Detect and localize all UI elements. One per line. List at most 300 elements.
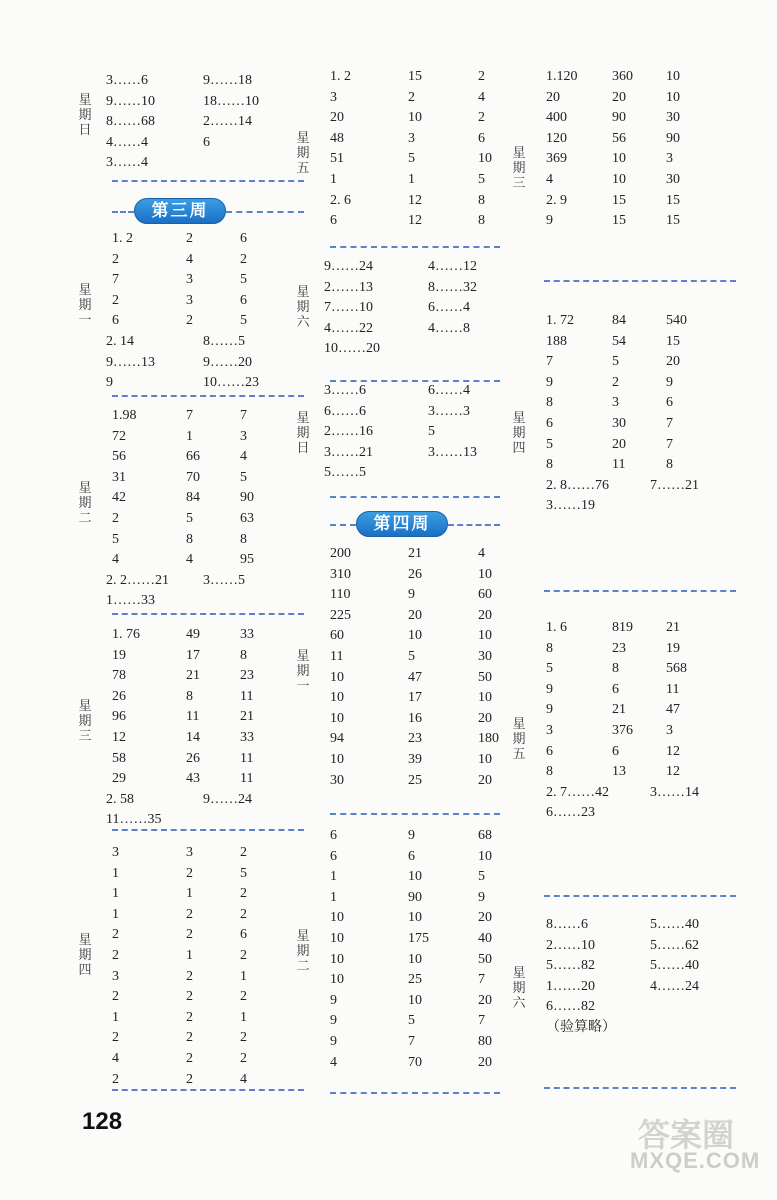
answer-cell: 84 bbox=[612, 313, 626, 328]
answer-cell: 5 bbox=[546, 661, 553, 677]
answer-cell: 3……19 bbox=[546, 498, 595, 514]
answer-cell: 3……21 bbox=[324, 444, 373, 460]
answer-cell: 5 bbox=[478, 869, 485, 885]
answer-cell: 20 bbox=[408, 607, 422, 623]
answer-cell: 3……3 bbox=[428, 403, 470, 419]
answer-cell: 2……13 bbox=[324, 279, 373, 295]
answer-cell: 1 bbox=[240, 968, 247, 984]
answer-cell: 6……4 bbox=[428, 300, 470, 316]
answer-cell: 4 bbox=[112, 552, 119, 568]
answer-cell: 7 bbox=[112, 272, 119, 288]
answer-cell: 3 bbox=[240, 428, 247, 444]
answer-cell: 11 bbox=[186, 709, 200, 725]
answer-cell: 2 bbox=[186, 1071, 193, 1087]
day-label: 星期三 bbox=[512, 145, 526, 190]
answer-cell: 63 bbox=[240, 511, 254, 526]
answer-cell: 8 bbox=[240, 531, 247, 547]
answer-cell: 1 bbox=[186, 886, 193, 902]
day-label: 星期二 bbox=[296, 928, 310, 973]
answer-cell: 10 bbox=[330, 690, 344, 706]
answer-cell: 95 bbox=[240, 552, 254, 568]
answer-cell: 25 bbox=[408, 972, 422, 988]
dashed-divider bbox=[112, 395, 304, 397]
answer-cell: 3 bbox=[330, 89, 337, 105]
answer-cell: 5 bbox=[186, 511, 193, 526]
dashed-divider bbox=[330, 496, 500, 498]
answer-cell: 4……8 bbox=[428, 320, 470, 336]
answer-cell: 310 bbox=[330, 566, 351, 582]
answer-cell: 30 bbox=[330, 772, 344, 788]
answer-cell: 7 bbox=[546, 354, 553, 370]
answer-cell: 1 bbox=[408, 172, 415, 187]
answer-cell: 175 bbox=[408, 931, 429, 946]
answer-cell: 31 bbox=[112, 469, 126, 485]
answer-cell: 8……32 bbox=[428, 279, 477, 295]
dashed-divider bbox=[330, 246, 500, 248]
answer-cell: 5 bbox=[612, 354, 619, 370]
answer-cell: 60 bbox=[330, 628, 344, 644]
answer-cell: 10 bbox=[330, 931, 344, 946]
answer-cell: 2 bbox=[240, 1051, 247, 1066]
answer-cell: 20 bbox=[478, 1054, 492, 1070]
answer-cell: 43 bbox=[186, 771, 200, 787]
answer-cell: 10 bbox=[612, 172, 626, 187]
dashed-divider bbox=[112, 180, 304, 182]
answer-cell: 72 bbox=[112, 428, 126, 444]
answer-cell: 5 bbox=[408, 649, 415, 664]
answer-cell: 5……82 bbox=[546, 958, 595, 974]
answer-cell: 5 bbox=[408, 151, 415, 167]
answer-cell: 68 bbox=[478, 828, 492, 843]
answer-cell: 2 bbox=[112, 1071, 119, 1087]
answer-cell: 3……6 bbox=[324, 383, 366, 398]
answer-cell: 47 bbox=[666, 702, 680, 718]
answer-cell: 20 bbox=[612, 436, 626, 452]
answer-cell: 2 bbox=[408, 89, 415, 105]
answer-cell: 20 bbox=[478, 772, 492, 788]
answer-cell: 6……82 bbox=[546, 999, 595, 1015]
answer-cell: 60 bbox=[478, 587, 492, 603]
answer-cell: 1. 76 bbox=[112, 627, 140, 642]
dashed-divider bbox=[112, 829, 304, 831]
answer-cell: 400 bbox=[546, 110, 567, 126]
answer-cell: 17 bbox=[408, 690, 422, 706]
answer-cell: 1.98 bbox=[112, 408, 137, 423]
answer-cell: 9 bbox=[330, 1034, 337, 1049]
answer-cell: 10 bbox=[330, 951, 344, 967]
answer-cell: 10 bbox=[408, 869, 422, 885]
answer-cell: 20 bbox=[546, 89, 560, 105]
answer-cell: 7……21 bbox=[650, 477, 699, 493]
answer-cell: 3 bbox=[112, 968, 119, 984]
answer-cell: 2……14 bbox=[203, 114, 252, 130]
answer-cell: 120 bbox=[546, 130, 567, 146]
watermark-text: MXQE.COM bbox=[630, 1148, 761, 1173]
answer-cell: 2. 7……42 bbox=[546, 784, 609, 800]
answer-cell: 9……24 bbox=[324, 259, 373, 274]
answer-cell: 10……23 bbox=[203, 375, 259, 391]
answer-cell: 16 bbox=[408, 710, 422, 726]
week-title: 第三周 bbox=[151, 201, 209, 220]
answer-cell: 1.120 bbox=[546, 69, 578, 84]
answer-cell: 12 bbox=[666, 743, 680, 759]
answer-cell: 12 bbox=[112, 730, 126, 745]
answer-cell: 96 bbox=[112, 709, 126, 725]
answer-cell: 20 bbox=[612, 89, 626, 105]
answer-cell: 9……13 bbox=[106, 354, 155, 370]
answer-cell: 10……20 bbox=[324, 341, 380, 357]
answer-cell: 2 bbox=[186, 1051, 193, 1066]
answer-cell: 2 bbox=[186, 313, 193, 329]
answer-cell: 9 bbox=[666, 374, 673, 390]
answer-cell: 2 bbox=[186, 927, 193, 943]
dashed-divider bbox=[544, 590, 736, 592]
answer-cell: 10 bbox=[478, 628, 492, 644]
answer-cell: 7 bbox=[478, 1013, 485, 1029]
answer-cell: 23 bbox=[408, 731, 422, 747]
week-divider-left bbox=[330, 524, 356, 526]
answer-cell: 2. 9 bbox=[546, 192, 567, 208]
answer-cell: 1. 2 bbox=[330, 69, 351, 84]
answer-cell: 3 bbox=[612, 395, 619, 411]
answer-cell: 9 bbox=[408, 587, 415, 603]
answer-cell: 1 bbox=[112, 865, 119, 881]
answer-cell: 4 bbox=[330, 1054, 337, 1070]
answer-cell: 1 bbox=[330, 889, 337, 905]
answer-cell: 6 bbox=[330, 828, 337, 843]
answer-cell: 40 bbox=[478, 931, 492, 946]
dashed-divider bbox=[544, 895, 736, 897]
answer-cell: 3 bbox=[666, 723, 673, 738]
answer-cell: 19 bbox=[112, 647, 126, 663]
answer-cell: 26 bbox=[186, 750, 200, 766]
answer-cell: 26 bbox=[408, 566, 422, 582]
answer-cell: 10 bbox=[478, 566, 492, 582]
answer-cell: 2 bbox=[478, 69, 485, 84]
answer-cell: 11 bbox=[240, 771, 254, 787]
answer-cell: 9……18 bbox=[203, 73, 252, 88]
answer-cell: 1 bbox=[186, 428, 193, 444]
answer-cell: 15 bbox=[666, 213, 680, 229]
answer-cell: 6 bbox=[478, 130, 485, 146]
answer-cell: 12 bbox=[666, 764, 680, 780]
answer-cell: 2 bbox=[240, 845, 247, 860]
answer-cell: 8 bbox=[612, 661, 619, 677]
answer-cell: 5……62 bbox=[650, 937, 699, 953]
answer-cell: 90 bbox=[240, 490, 254, 506]
answer-cell: 20 bbox=[478, 992, 492, 1008]
answer-cell: 8……5 bbox=[203, 334, 245, 349]
answer-cell: 15 bbox=[666, 333, 680, 349]
answer-cell: 6 bbox=[546, 416, 553, 431]
answer-cell: 11 bbox=[612, 457, 626, 473]
answer-cell: 80 bbox=[478, 1034, 492, 1049]
answer-cell: 50 bbox=[478, 951, 492, 967]
answer-cell: 15 bbox=[408, 69, 422, 84]
answer-cell: 10 bbox=[408, 110, 422, 126]
answer-cell: 3 bbox=[186, 845, 193, 860]
answer-cell: 2 bbox=[112, 292, 119, 308]
answer-cell: 2 bbox=[186, 1009, 193, 1025]
answer-cell: 9 bbox=[478, 889, 485, 905]
answer-cell: 10 bbox=[408, 951, 422, 967]
answer-cell: 3……13 bbox=[428, 444, 477, 460]
answer-cell: 18……10 bbox=[203, 93, 259, 109]
answer-cell: 8 bbox=[546, 457, 553, 473]
answer-cell: 3 bbox=[546, 723, 553, 738]
answer-cell: 11 bbox=[330, 649, 344, 664]
answer-cell: 8 bbox=[546, 395, 553, 411]
answer-cell: 49 bbox=[186, 627, 200, 642]
day-label: 星期日 bbox=[296, 410, 310, 455]
answer-cell: 2 bbox=[112, 251, 119, 267]
watermark-cn: 答案圈 bbox=[638, 1117, 735, 1153]
answer-cell: 9……20 bbox=[203, 354, 252, 370]
answer-cell: 21 bbox=[240, 709, 254, 725]
answer-cell: 9 bbox=[106, 375, 113, 391]
answer-cell: 4……12 bbox=[428, 259, 477, 274]
answer-cell: 6……23 bbox=[546, 805, 595, 821]
answer-cell: 7 bbox=[666, 416, 673, 431]
answer-cell: 11……35 bbox=[106, 812, 162, 828]
answer-cell: 4……24 bbox=[650, 978, 699, 994]
answer-cell: 3 bbox=[186, 272, 193, 288]
answer-cell: 2. 58 bbox=[106, 791, 134, 807]
answer-cell: 23 bbox=[612, 640, 626, 656]
answer-cell: 8 bbox=[546, 640, 553, 656]
answer-cell: 369 bbox=[546, 151, 567, 167]
answer-cell: 2……16 bbox=[324, 424, 373, 440]
answer-cell: 13 bbox=[612, 764, 626, 780]
answer-cell: 10 bbox=[478, 848, 492, 864]
answer-cell: 9……10 bbox=[106, 93, 155, 109]
answer-cell: 21 bbox=[408, 546, 422, 561]
answer-cell: 6 bbox=[203, 134, 210, 150]
answer-cell: 2 bbox=[112, 1030, 119, 1046]
answer-cell: 5 bbox=[240, 313, 247, 329]
answer-cell: 20 bbox=[666, 354, 680, 370]
answer-cell: 9 bbox=[546, 681, 553, 697]
answer-cell: 4 bbox=[186, 552, 193, 568]
answer-cell: 4 bbox=[478, 546, 485, 561]
answer-cell: 5 bbox=[408, 1013, 415, 1029]
answer-cell: 2 bbox=[612, 374, 619, 390]
answer-cell: 21 bbox=[612, 702, 626, 718]
answer-cell: 30 bbox=[666, 110, 680, 126]
answer-cell: 2 bbox=[186, 231, 193, 246]
answer-cell: 10 bbox=[478, 690, 492, 706]
answer-cell: 9 bbox=[546, 374, 553, 390]
day-label: 星期二 bbox=[78, 480, 92, 525]
answer-cell: 8 bbox=[546, 764, 553, 780]
answer-cell: 8 bbox=[186, 688, 193, 704]
answer-cell: 2 bbox=[112, 948, 119, 963]
answer-cell: 5 bbox=[546, 436, 553, 452]
answer-cell: 1……33 bbox=[106, 593, 155, 609]
answer-cell: 9 bbox=[546, 213, 553, 229]
day-label: 星期五 bbox=[512, 716, 526, 761]
week-divider-right bbox=[448, 524, 500, 526]
answer-cell: 1 bbox=[112, 886, 119, 902]
answer-cell: 1 bbox=[240, 1009, 247, 1025]
answer-cell: 6……6 bbox=[324, 403, 366, 419]
answer-cell: 8……6 bbox=[546, 917, 588, 932]
answer-cell: 2 bbox=[112, 989, 119, 1005]
answer-cell: 94 bbox=[330, 731, 344, 747]
answer-cell: 2 bbox=[186, 906, 193, 922]
answer-cell: 5……40 bbox=[650, 958, 699, 974]
answer-cell: 5 bbox=[240, 865, 247, 881]
answer-cell: 51 bbox=[330, 151, 344, 167]
answer-cell: 4 bbox=[478, 89, 485, 105]
answer-cell: 5 bbox=[112, 531, 119, 547]
answer-cell: 6 bbox=[612, 681, 619, 697]
answer-cell: 2……10 bbox=[546, 937, 595, 953]
answer-cell: 9……24 bbox=[203, 791, 252, 807]
answer-cell: 15 bbox=[666, 192, 680, 208]
answer-cell: 1 bbox=[186, 948, 193, 963]
answer-cell: 6……4 bbox=[428, 383, 470, 398]
answer-cell: 1……20 bbox=[546, 978, 595, 994]
answer-cell: 11 bbox=[666, 681, 680, 697]
answer-cell: 3 bbox=[408, 130, 415, 146]
answer-cell: 2 bbox=[478, 110, 485, 126]
page-number: 128 bbox=[82, 1108, 123, 1135]
answer-cell: 4 bbox=[546, 172, 553, 187]
answer-cell: 30 bbox=[478, 649, 492, 664]
answer-cell: 9 bbox=[546, 702, 553, 718]
answer-cell: 30 bbox=[612, 416, 626, 431]
answer-cell: 6 bbox=[240, 292, 247, 308]
answer-cell: 56 bbox=[612, 130, 626, 146]
answer-cell: 29 bbox=[112, 771, 126, 787]
answer-cell: 7 bbox=[408, 1034, 415, 1049]
dashed-divider bbox=[330, 1092, 500, 1094]
answer-cell: 9 bbox=[408, 828, 415, 843]
answer-cell: 2 bbox=[112, 927, 119, 943]
answer-cell: 4……22 bbox=[324, 320, 373, 336]
answer-cell: 5 bbox=[428, 424, 435, 440]
answer-cell: 21 bbox=[666, 620, 680, 635]
answer-cell: 10 bbox=[478, 752, 492, 767]
answer-cell: 70 bbox=[186, 469, 200, 485]
answer-cell: 10 bbox=[408, 992, 422, 1008]
watermark-logo bbox=[620, 1110, 770, 1190]
answer-cell: 33 bbox=[240, 730, 254, 745]
answer-cell: 4 bbox=[240, 1071, 247, 1087]
week-divider-right bbox=[226, 211, 304, 213]
answer-cell: 6 bbox=[240, 927, 247, 943]
answer-cell: 10 bbox=[478, 151, 492, 167]
answer-cell: 2 bbox=[186, 989, 193, 1005]
answer-cell: 6 bbox=[112, 313, 119, 329]
answer-cell: 2 bbox=[186, 1030, 193, 1046]
answer-cell: 1 bbox=[112, 906, 119, 922]
answer-cell: 2 bbox=[240, 251, 247, 267]
answer-cell: 20 bbox=[478, 910, 492, 926]
answer-cell: 25 bbox=[408, 772, 422, 788]
day-label: 星期一 bbox=[78, 282, 92, 327]
answer-cell: 33 bbox=[240, 627, 254, 642]
week-badge bbox=[134, 195, 226, 227]
day-label: 星期四 bbox=[512, 410, 526, 455]
answer-cell: 819 bbox=[612, 620, 633, 635]
dashed-divider bbox=[330, 813, 500, 815]
answer-cell: 10 bbox=[408, 910, 422, 926]
answer-cell: 2 bbox=[112, 511, 119, 526]
answer-cell: 42 bbox=[112, 490, 126, 506]
day-label: 星期三 bbox=[78, 698, 92, 743]
answer-cell: 10 bbox=[330, 710, 344, 726]
answer-cell: 11 bbox=[240, 750, 254, 766]
day-label: 星期六 bbox=[296, 284, 310, 329]
answer-cell: 3 bbox=[186, 292, 193, 308]
answer-cell: 225 bbox=[330, 607, 351, 623]
answer-cell: 84 bbox=[186, 490, 200, 506]
answer-cell: 2 bbox=[186, 968, 193, 984]
answer-cell: 58 bbox=[112, 750, 126, 766]
answer-cell: 8 bbox=[666, 457, 673, 473]
answer-cell: 110 bbox=[330, 587, 351, 603]
answer-cell: 540 bbox=[666, 313, 687, 328]
answer-cell: 4……4 bbox=[106, 134, 148, 150]
answer-cell: 6 bbox=[612, 743, 619, 759]
answer-cell: 4 bbox=[186, 251, 193, 267]
answer-cell: 568 bbox=[666, 661, 687, 677]
dashed-divider bbox=[112, 1089, 304, 1091]
answer-cell: 200 bbox=[330, 546, 351, 561]
answer-cell: 10 bbox=[330, 910, 344, 926]
answer-cell: 23 bbox=[240, 668, 254, 684]
answer-cell: 6 bbox=[666, 395, 673, 411]
answer-cell: 10 bbox=[666, 89, 680, 105]
answer-cell: （验算略） bbox=[546, 1020, 616, 1035]
answer-cell: 2. 2……21 bbox=[106, 572, 169, 588]
answer-cell: 3……14 bbox=[650, 784, 699, 800]
answer-cell: 10 bbox=[612, 151, 626, 167]
answer-cell: 90 bbox=[612, 110, 626, 126]
answer-cell: 2 bbox=[240, 989, 247, 1005]
answer-cell: 15 bbox=[612, 192, 626, 208]
answer-cell: 4 bbox=[112, 1051, 119, 1066]
answer-cell: 6 bbox=[330, 848, 337, 864]
answer-cell: 2 bbox=[186, 865, 193, 881]
answer-cell: 10 bbox=[330, 669, 344, 685]
answer-cell: 2 bbox=[240, 948, 247, 963]
answer-cell: 10 bbox=[330, 972, 344, 988]
answer-cell: 10 bbox=[666, 69, 680, 84]
answer-cell: 20 bbox=[478, 710, 492, 726]
week-title: 第四周 bbox=[373, 514, 431, 533]
answer-cell: 6 bbox=[330, 213, 337, 229]
answer-cell: 39 bbox=[408, 752, 422, 767]
answer-cell: 66 bbox=[186, 449, 200, 465]
answer-cell: 5 bbox=[240, 272, 247, 288]
answer-cell: 7……10 bbox=[324, 300, 373, 316]
answer-cell: 48 bbox=[330, 130, 344, 146]
answer-cell: 50 bbox=[478, 669, 492, 685]
answer-cell: 3……6 bbox=[106, 73, 148, 88]
answer-cell: 360 bbox=[612, 69, 633, 84]
answer-cell: 20 bbox=[478, 607, 492, 623]
day-label: 星期五 bbox=[296, 130, 310, 175]
answer-cell: 1 bbox=[330, 869, 337, 885]
answer-cell: 2. 6 bbox=[330, 192, 351, 208]
answer-cell: 30 bbox=[666, 172, 680, 187]
week-divider-left bbox=[112, 211, 134, 213]
dashed-divider bbox=[112, 613, 304, 615]
answer-cell: 7 bbox=[186, 408, 193, 423]
